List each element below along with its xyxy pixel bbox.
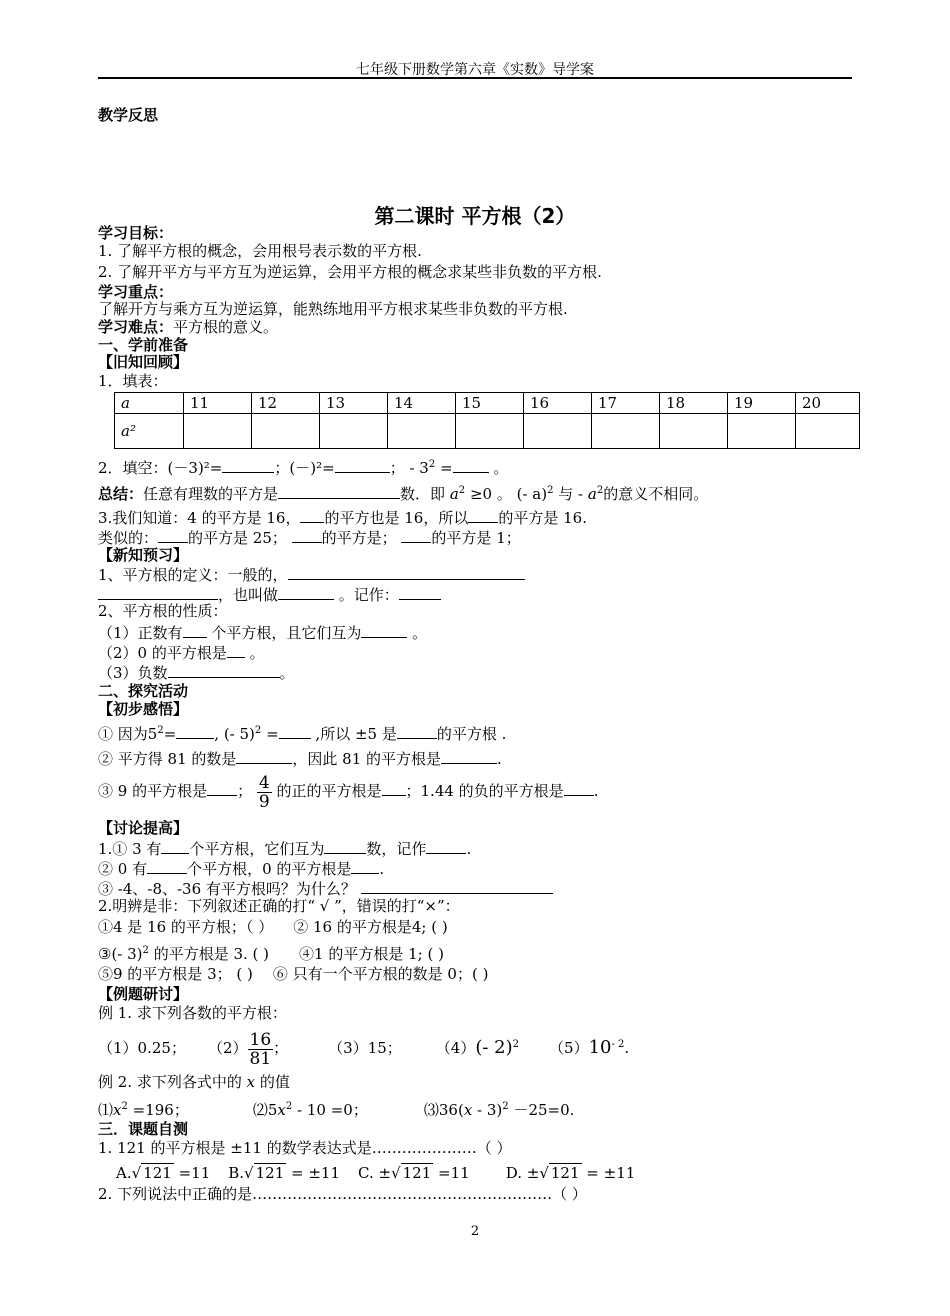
judge-row-2: ③(- 3)$^2$ 的平方根是 3. ( ) ④1 的平方根是 1; ( ) (98, 945, 444, 963)
var-x: x (246, 1073, 256, 1091)
answer-blank[interactable] (222, 457, 274, 473)
judge-item: ④1 的平方根是 1; ( ) (299, 945, 444, 963)
e1-text: ,所以 ±5 是 (310, 725, 397, 743)
table-row-label-a2: a² (115, 414, 184, 449)
example-2-heading (98, 1073, 290, 1091)
answer-blank[interactable] (351, 858, 379, 874)
summary-text: 数．即 (400, 485, 446, 503)
d3-text: ③ -4、-8、-36 有平方根吗？为什么？ (98, 880, 356, 898)
q2-end: 。 (488, 459, 509, 477)
table-blank-cell[interactable] (456, 414, 524, 449)
q2-c: ； - 3 (389, 459, 429, 477)
def-text: ，也叫做 (218, 586, 279, 604)
answer-blank[interactable] (227, 642, 245, 658)
ex1-item: . (624, 1039, 630, 1057)
answer-blank[interactable] (399, 584, 441, 600)
judge-item: ③ (98, 945, 112, 963)
summary-text: ≥0 。 (469, 485, 512, 503)
section-2-heading: 二、探究活动 (98, 682, 189, 700)
e2-text: ，因此 81 的平方根是 (292, 750, 442, 768)
page-title: 第二课时 平方根（2） (374, 204, 576, 228)
judge-item: ①4 是 16 的平方根；（ ） (98, 918, 274, 936)
table-cell: 16 (524, 393, 592, 414)
ex2-item: ⑴ (98, 1101, 114, 1119)
prop-text: 个平方根，且它们互为 (206, 624, 362, 642)
table-cell: 12 (252, 393, 320, 414)
table-cell: 11 (184, 393, 252, 414)
d2-text: 个平方根，0 的平方根是 (187, 860, 352, 878)
initial-heading: 【初步感悟】 (98, 700, 189, 718)
judge-row-3 (98, 965, 488, 983)
e3-text: 的正的平方根是 (276, 782, 382, 800)
example-1-heading: 例 1. 求下列各数的平方根： (98, 1004, 287, 1022)
answer-blank[interactable] (236, 748, 292, 764)
answer-blank[interactable] (278, 483, 400, 499)
goal-1: 1. 了解平方根的概念，会用根号表示数的平方根. (98, 242, 422, 260)
fill-table-label: 1．填表： (98, 372, 168, 390)
d1-text: 数，记作 (366, 840, 427, 858)
answer-blank[interactable] (335, 457, 390, 473)
expr-neg-a: (- a) (516, 485, 548, 503)
answer-blank[interactable] (564, 780, 594, 796)
fraction-numerator: 4 (258, 772, 270, 793)
q3-text: 3.我们知道：4 的平方是 16， (98, 509, 301, 527)
option-c-label[interactable]: C. (358, 1164, 374, 1182)
definition-line-1 (98, 564, 525, 584)
difficulty-line (98, 318, 278, 336)
table-blank-cell[interactable] (796, 414, 860, 449)
answer-blank[interactable] (98, 584, 218, 600)
answer-blank[interactable] (292, 527, 322, 543)
q3-text: 的平方是 16. (498, 509, 587, 527)
similar-text: 的平方是 25； (188, 529, 292, 547)
table-cell: 17 (592, 393, 660, 414)
table-blank-cell[interactable] (660, 414, 728, 449)
q2-a: (－3)²= (167, 459, 223, 477)
similar-text: 的平方是； (321, 529, 402, 547)
question-2 (98, 456, 508, 477)
judge-heading: 2.明辨是非：下列叙述正确的打“ √ ”，错误的打“×”： (98, 897, 460, 915)
answer-blank[interactable] (441, 748, 497, 764)
ex1-item: （4） (435, 1039, 476, 1057)
e1-text: ① 因为 (98, 725, 148, 743)
similar-text: 类似的： (98, 529, 159, 547)
test-text: 1. 121 的平方根是 (98, 1139, 226, 1157)
similar-text: 的平方是 1； (431, 529, 521, 547)
fraction-denominator: 9 (258, 791, 270, 812)
option-d-label[interactable]: D. (505, 1164, 522, 1182)
prop-text: 。 (407, 624, 428, 642)
prop-text: （2）0 的平方根是 (98, 644, 227, 662)
example-2-items: $⑴x^2 =196$； $⑵5x^2 - 10 =0$； ⑶36(x - 3)$^2$ －25=0. (98, 1101, 575, 1119)
answer-blank[interactable] (397, 723, 437, 739)
fraction-4-9 (257, 774, 272, 811)
answer-blank[interactable] (382, 780, 406, 796)
def-text: 。记作： (334, 586, 399, 604)
summary-text: 与 - (558, 485, 588, 503)
judge-item: 的平方根是 3. ( ) (153, 945, 270, 963)
table-blank-cell[interactable] (252, 414, 320, 449)
table-cell: 18 (660, 393, 728, 414)
e1-text: , (214, 725, 224, 743)
answer-blank[interactable] (468, 507, 498, 523)
q2-label: 2．填空： (98, 459, 168, 477)
summary-line: 总结：任意有理数的平方是 数．即 $a^2 \ge 0$ 。 (- a)$^2$ 与 - $a^2$的意义不相同。 (98, 485, 709, 503)
q2-d: = (435, 459, 453, 477)
question-3 (98, 507, 587, 527)
summary-bold: 总结： (98, 485, 144, 503)
discuss-3 (98, 878, 553, 898)
table-cell: 15 (456, 393, 524, 414)
judge-item: ② 16 的平方根是4; ( ) (293, 918, 448, 936)
property-2 (98, 642, 265, 662)
e3-text: ；1.44 的负的平方根是 (405, 782, 564, 800)
answer-blank[interactable] (147, 858, 187, 874)
q2-b: ；(－)²= (274, 459, 335, 477)
goals-heading: 学习目标： (98, 224, 174, 242)
e1-text: = (163, 725, 177, 743)
q2-exponent: 2 (428, 459, 436, 470)
table-row-label-a: a (115, 393, 184, 414)
goal-2: 2. 了解开平方与平方互为逆运算，会用平方根的概念求某些非负数的平方根. (98, 263, 602, 281)
difficulty-heading: 学习难点： (98, 318, 174, 336)
square-table (114, 392, 860, 449)
section-1-heading: 一、学前准备 (98, 336, 189, 354)
def-text: 1、平方根的定义：一般的， (98, 566, 288, 584)
explore-3 (98, 768, 598, 814)
test-1-options: A.√ 121 =11 B.√ 121 = ±11 C. ±√ 121 =11 D. ±√ 121 = ±11 (116, 1164, 636, 1182)
table-blank-cell[interactable] (184, 414, 252, 449)
ex2-text: 例 2. 求下列各式中的 (98, 1073, 247, 1091)
summary-text: 的意义不相同。 (603, 485, 709, 503)
answer-blank[interactable] (168, 662, 280, 678)
discuss-2 (98, 858, 384, 878)
example-1-items: （1）0.25； （2） $\frac{16}{81}$ ； （3）15； （4）(- 2)$^2$ $(5)10^{- 2}$. (98, 1029, 630, 1069)
prop-text: （1）正数有 (98, 624, 183, 642)
answer-blank[interactable] (401, 527, 431, 543)
test-1: 1. 121 的平方根是 ±11 的数学表达式是…………………（ ） (98, 1139, 512, 1157)
judge-row-1 (98, 918, 448, 936)
e1-text: = (266, 725, 279, 743)
explore-2 (98, 748, 502, 768)
explore-1: ① 因为$5^2=$ , (- 5)$^2$ = ,所以 ±5 是 的平方根 . (98, 725, 507, 743)
table-cell: 20 (796, 393, 860, 414)
d1-text: 个平方根，它们互为 (189, 840, 325, 858)
ex2-text: 的值 (255, 1073, 290, 1091)
ex1-item: ； (273, 1039, 289, 1057)
reflection-heading: 教学反思 (98, 106, 159, 124)
e2-text: . (497, 750, 502, 768)
var-a: a (449, 485, 459, 503)
similar-line (98, 527, 521, 547)
key-point-heading: 学习重点： (98, 283, 174, 301)
section-3-heading: 三．课题自测 (98, 1120, 189, 1138)
answer-blank[interactable] (453, 457, 489, 473)
prop-text: 。 (244, 644, 265, 662)
judge-item: ⑥ 只有一个平方根的数是 0；( ) (272, 965, 489, 983)
preview-heading: 【新知预习】 (98, 546, 189, 564)
answer-blank[interactable] (361, 878, 553, 894)
property-1 (98, 622, 427, 642)
d2-text: ② 0 有 (98, 860, 148, 878)
fraction-denominator: 81 (249, 1048, 272, 1069)
ex2-item: =196； (132, 1101, 189, 1119)
answer-blank[interactable] (324, 838, 366, 854)
discuss-heading: 【讨论提高】 (98, 819, 189, 837)
test-2: 2. 下列说法中正确的是……………………………………………………（ ） (98, 1185, 587, 1203)
answer-blank[interactable] (183, 622, 207, 638)
discuss-1 (98, 838, 471, 858)
option-b-label[interactable]: B. (228, 1164, 245, 1182)
header-rule (98, 77, 852, 79)
answer-blank[interactable] (279, 723, 311, 739)
examples-heading: 【例题研讨】 (98, 985, 189, 1003)
property-3 (98, 662, 295, 682)
e3-text: ③ 9 的平方根是 (98, 782, 208, 800)
running-header: 七年级下册数学第六章《实数》导学案 (356, 62, 594, 78)
ex2-item: ⑵ (252, 1101, 268, 1119)
table-cell: 19 (728, 393, 796, 414)
table-cell: 13 (320, 393, 388, 414)
fraction-16-81 (248, 1031, 274, 1068)
page-number: 2 (470, 1224, 480, 1239)
table-cell: 14 (388, 393, 456, 414)
ex1-item: （1）0.25； (98, 1039, 186, 1057)
prop-text: 。 (279, 664, 295, 682)
answer-blank[interactable] (207, 780, 237, 796)
answer-blank[interactable] (278, 584, 334, 600)
ex2-item: =0； (330, 1101, 368, 1119)
e1-text: 的平方根 . (436, 725, 507, 743)
answer-blank[interactable] (288, 564, 525, 580)
answer-blank[interactable] (158, 527, 188, 543)
ex1-item: （5） (549, 1039, 589, 1057)
q3-text: 的平方也是 16，所以 (324, 509, 469, 527)
answer-blank[interactable] (161, 838, 189, 854)
table-blank-cell[interactable] (320, 414, 388, 449)
answer-blank[interactable] (176, 723, 214, 739)
ex2-item: ⑶ (423, 1101, 439, 1119)
judge-item: ⑤9 的平方根是 3； ( ) (98, 965, 253, 983)
answer-blank[interactable] (426, 838, 466, 854)
var-a: a (587, 485, 597, 503)
property-heading: 2、平方根的性质： (98, 602, 228, 620)
answer-blank[interactable] (300, 507, 324, 523)
fraction-numerator: 16 (249, 1029, 272, 1050)
table-blank-cell[interactable] (388, 414, 456, 449)
definition-line-2 (98, 584, 441, 604)
table-blank-cell[interactable] (728, 414, 796, 449)
review-heading: 【旧知回顾】 (98, 353, 189, 371)
prop-text: （3）负数 (98, 664, 168, 682)
e3-text: ； (237, 782, 253, 800)
d2-text: . (379, 860, 385, 878)
ex1-item: （2） (207, 1039, 248, 1057)
difficulty-text: 平方根的意义。 (173, 318, 279, 336)
table-blank-cell[interactable] (524, 414, 592, 449)
answer-blank[interactable] (361, 622, 407, 638)
ex2-item: －25=0. (513, 1101, 575, 1119)
test-text: 的数学表达式是…………………（ ） (266, 1139, 512, 1157)
e2-text: ② 平方得 81 的数是 (98, 750, 237, 768)
summary-text: 任意有理数的平方是 (143, 485, 279, 503)
ex1-item: （3）15； (328, 1039, 402, 1057)
key-point-text: 了解开方与乘方互为逆运算，能熟练地用平方根求某些非负数的平方根. (98, 300, 568, 318)
e3-text: . (593, 782, 599, 800)
option-a-label[interactable]: A. (116, 1164, 132, 1182)
table-blank-cell[interactable] (592, 414, 660, 449)
d1-text: . (466, 840, 472, 858)
d1-text: 1.① 3 有 (98, 840, 162, 858)
